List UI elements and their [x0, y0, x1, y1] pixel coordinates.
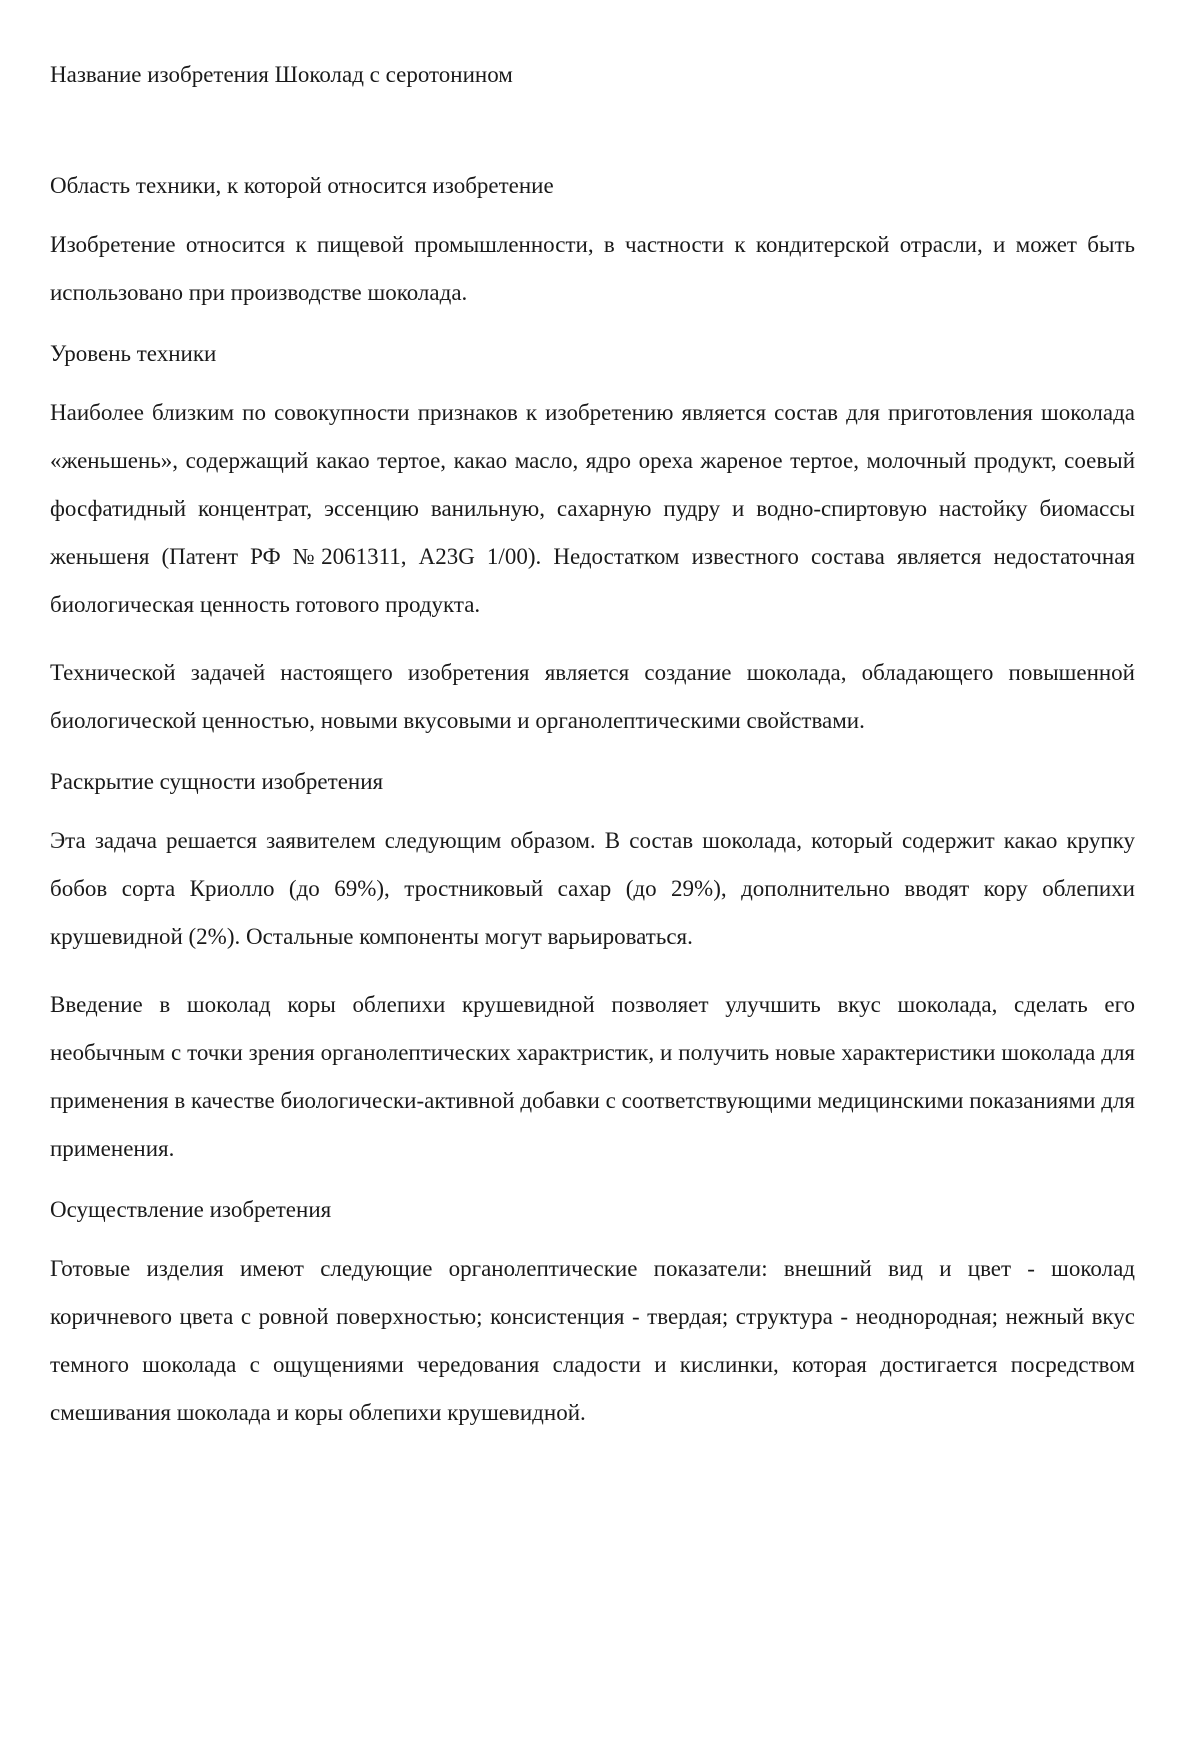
section-heading: Раскрытие сущности изобретения [50, 769, 384, 794]
paragraph: Эта задача решается заявителем следующим образом. В состав шоколада, который содержит какао крупку бобов сорта Криолло (до 69%), тростниковый сахар (до 29%), дополнительно вводят кору облепихи крушевидной (2%). Остальные компоненты могут варьироваться. [50, 828, 1135, 949]
section-heading: Область техники, к которой относится изобретение [50, 173, 554, 198]
section-heading: Осуществление изобретения [50, 1197, 332, 1222]
document-title: Название изобретения Шоколад с серотонином [50, 62, 513, 87]
section-technical-field [50, 169, 1135, 317]
document-page [50, 58, 1135, 1457]
section-heading: Уровень техники [50, 341, 217, 366]
paragraph: Наиболее близким по совокупности признаков к изобретению является состав для приготовления шоколада «женьшень», содержащий какао тертое, какао масло, ядро ореха жареное тертое, молочный продукт, соевый фосфатидный концентрат, эссенцию ванильную, сахарную пудру и водно-спиртовую настойку биомассы женьшеня (Патент РФ №2061311, A23G 1/00). Недостатком известного состава является недостаточная биологическая ценность готового продукта. [50, 400, 1135, 617]
paragraph: Готовые изделия имеют следующие органолептические показатели: внешний вид и цвет - шоколад коричневого цвета с ровной поверхностью; консистенция - твердая; структура - неоднородная; нежный вкус темного шоколада с ощущениями чередования сладости и кислинки, которая достигается посредством смешивания шоколада и коры облепихи крушевидной. [50, 1256, 1135, 1425]
paragraph: Введение в шоколад коры облепихи крушевидной позволяет улучшить вкус шоколада, сделать его необычным с точки зрения органолептических характристик, и получить новые характеристики шоколада для применения в качестве биологически-активной добавки с соответствующими медицинскими показаниями для применения. [50, 992, 1135, 1161]
paragraph: Технической задачей настоящего изобретения является создание шоколада, обладающего повышенной биологической ценностью, новыми вкусовыми и органолептическими свойствами. [50, 660, 1135, 733]
section-prior-art [50, 337, 1135, 745]
paragraph: Изобретение относится к пищевой промышленности, в частности к кондитерской отрасли, и может быть использовано при производстве шоколада. [50, 232, 1135, 305]
section-disclosure [50, 765, 1135, 1173]
section-implementation [50, 1193, 1135, 1437]
